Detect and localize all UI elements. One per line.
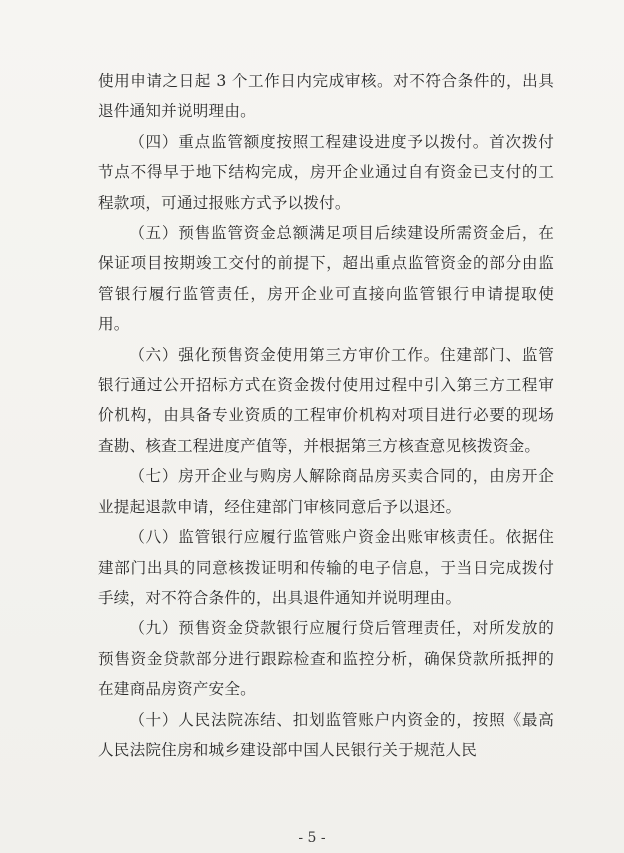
- paragraph-9: （九）预售资金贷款银行应履行贷后管理责任，对所发放的预售资金贷款部分进行跟踪检查和监控分析，确保贷款所抵押的在建商品房资产安全。: [98, 619, 554, 699]
- paragraph-10: （十）人民法院冻结、扣划监管账户内资金的，按照《最高人民法院住房和城乡建设部中国人民银行关于规范人民: [98, 710, 554, 759]
- paragraph-5: （五）预售监管资金总额满足项目后续建设所需资金后，在保证项目按期竣工交付的前提下，超出重点监管资金的部分由监管银行履行监管责任，房开企业可直接向监管银行申请提取使用。: [98, 224, 554, 334]
- paragraph-6: （六）强化预售资金使用第三方审价工作。住建部门、监管银行通过公开招标方式在资金拨付使用过程中引入第三方工程审价机构，由具备专业资质的工程审价机构对项目进行必要的现场查勘、核查工程进度产值等，并根据第三方核查意见核拨资金。: [98, 345, 554, 455]
- paragraph-4: （四）重点监管额度按照工程建设进度予以拨付。首次拨付节点不得早于地下结构完成，房开企业通过自有资金已支付的工程款项，可通过报账方式予以拨付。: [98, 132, 554, 212]
- page-number: - 5 -: [298, 830, 326, 846]
- paragraph-continued: 使用申请之日起 3 个工作日内完成审核。对不符合条件的，出具退件通知并说明理由。: [98, 72, 554, 121]
- body-text: [98, 66, 554, 765]
- paragraph-8: （八）监管银行应履行监管账户资金出账审核责任。依据住建部门出具的同意核拨证明和传输的电子信息，于当日完成拨付手续，对不符合条件的，出具退件通知并说明理由。: [98, 528, 554, 607]
- paragraph-7: （七）房开企业与购房人解除商品房买卖合同的，由房开企业提起退款申请，经住建部门审核同意后予以退还。: [98, 467, 554, 516]
